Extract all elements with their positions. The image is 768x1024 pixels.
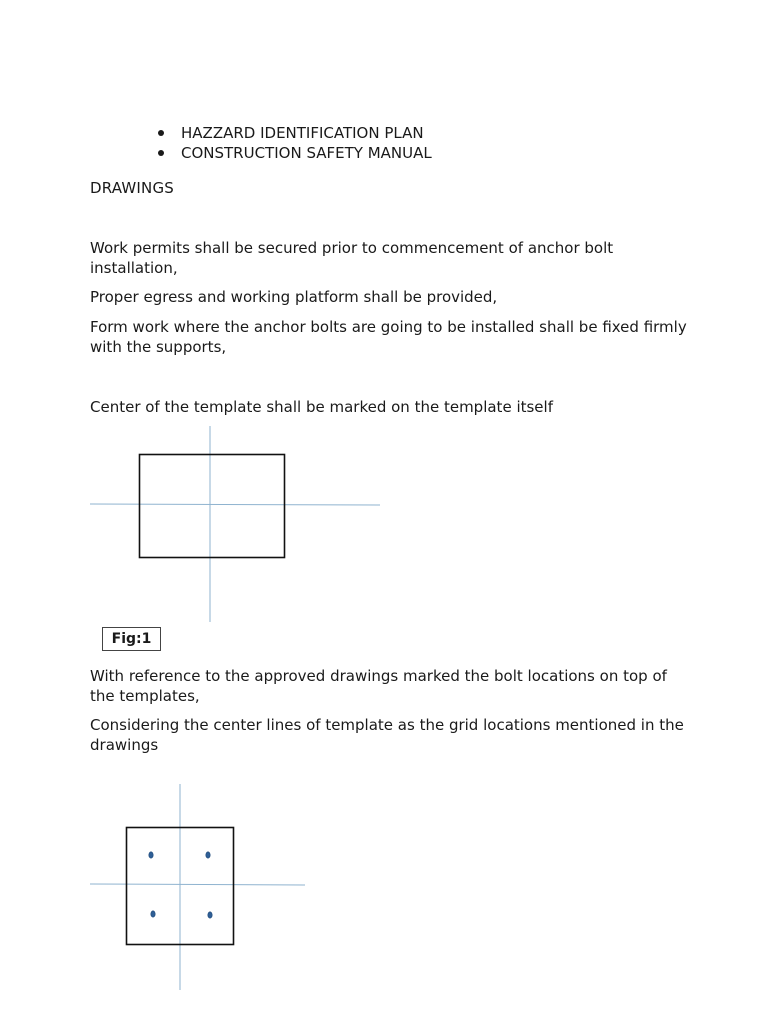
reference-list [158, 123, 432, 163]
bolt-marker [149, 852, 153, 858]
bolt-location-diagram [85, 780, 315, 995]
template-outline [140, 455, 285, 558]
figure-caption: Fig:1 [102, 627, 161, 651]
horizontal-centerline [90, 504, 380, 505]
section-heading: DRAWINGS [90, 179, 175, 197]
bolt-marker [151, 911, 155, 917]
list-item [158, 123, 432, 143]
bolt-marker [206, 852, 210, 858]
horizontal-centerline [90, 884, 305, 885]
bullet-icon [158, 150, 164, 156]
paragraph-work-permits: Work permits shall be secured prior to commencement of anchor bolt installation, [90, 239, 614, 277]
list-item [158, 143, 432, 163]
template-center-diagram [85, 420, 390, 630]
paragraph-formwork: Form work where the anchor bolts are going to be installed shall be fixed firmly with the supports, [90, 318, 687, 356]
paragraph-egress: Proper egress and working platform shall be provided, [90, 288, 498, 306]
paragraph-grid-locations: Considering the center lines of template as the grid locations mentioned in the drawings [90, 716, 684, 754]
bolt-marker [208, 912, 212, 918]
bullet-icon [158, 130, 164, 136]
list-item-text: CONSTRUCTION SAFETY MANUAL [181, 144, 432, 162]
list-item-text: HAZZARD IDENTIFICATION PLAN [181, 124, 424, 142]
paragraph-center-template: Center of the template shall be marked on the template itself [90, 398, 553, 416]
paragraph-bolt-locations: With reference to the approved drawings marked the bolt locations on top of the templates, [90, 667, 667, 705]
